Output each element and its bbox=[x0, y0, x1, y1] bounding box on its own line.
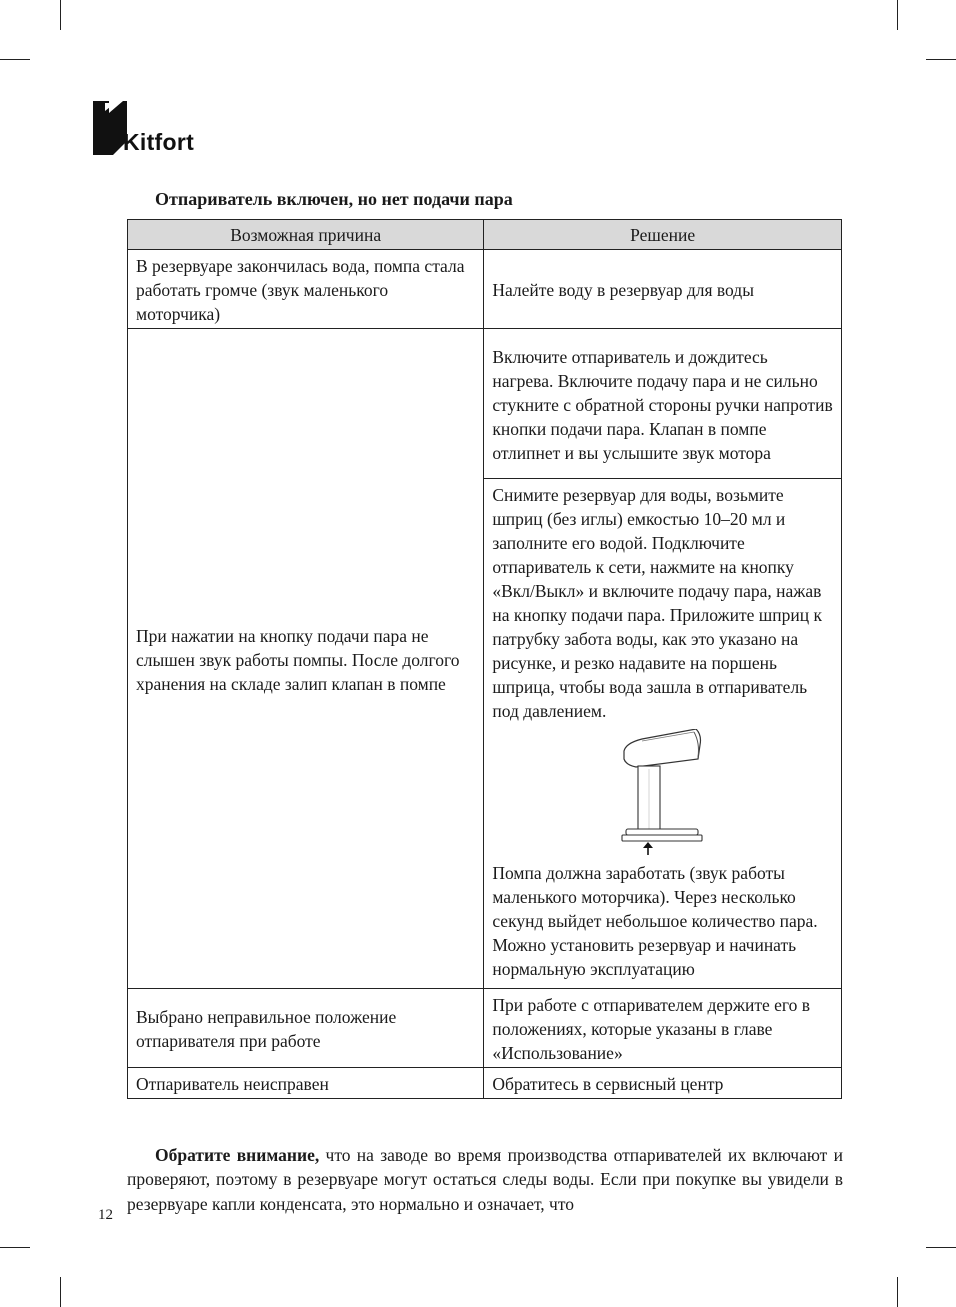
solution-text: Снимите резервуар для воды, возьмите шприц (без иглы) емкостью 10–20 мл и заполните его водой. Подключите отпариватель к сети, нажмите на кнопку «Вкл/Выкл» и включите подачу пара, нажав на кнопку подачи пара. Приложите шприц к патрубку забота воды, как это указано на рисунке, и резко надавите на поршень шприца, чтобы вода зашла в отпариватель под давлением. bbox=[492, 485, 822, 721]
crop-mark bbox=[926, 1247, 956, 1248]
note-lead: Обратите внимание, bbox=[155, 1144, 320, 1165]
note-text: что на заводе во время производства отпаривателей их включают и проверяют, поэтому в резервуаре могут остаться следы воды. Если при покупке вы увидели в резервуаре капли конденсата, это нормально и означает, что bbox=[127, 1144, 843, 1214]
table-row bbox=[128, 1068, 842, 1099]
table-row bbox=[128, 989, 842, 1068]
kitfort-logo-icon bbox=[93, 101, 127, 155]
solution-cell: При работе с отпаривателем держите его в положениях, которые указаны в главе «Использование» bbox=[484, 989, 842, 1068]
crop-mark bbox=[60, 0, 61, 30]
syringe-pump-illustration bbox=[614, 729, 714, 855]
troubleshooting-table bbox=[127, 219, 842, 1099]
section-title: Отпариватель включен, но нет подачи пара bbox=[155, 189, 513, 209]
table-row bbox=[128, 250, 842, 329]
header-cause: Возможная причина bbox=[128, 220, 484, 250]
crop-mark bbox=[897, 1277, 898, 1307]
header-solution: Решение bbox=[484, 220, 842, 250]
crop-mark bbox=[0, 59, 30, 60]
crop-mark bbox=[60, 1277, 61, 1307]
cause-cell: При нажатии на кнопку подачи пара не слышен звук работы помпы. После долгого хранения на складе залип клапан в помпе bbox=[128, 329, 484, 989]
note-paragraph bbox=[127, 1143, 843, 1217]
cause-cell: В резервуаре закончилась вода, помпа стала работать громче (звук маленького моторчика) bbox=[128, 250, 484, 329]
crop-mark bbox=[0, 1247, 30, 1248]
solution-text: Помпа должна заработать (звук работы маленького моторчика). Через несколько секунд выйдет небольшое количество пара. Можно установить резервуар и начинать нормальную эксплуатацию bbox=[492, 863, 818, 979]
brand-name: Kitfort bbox=[123, 129, 195, 155]
solution-cell bbox=[484, 479, 842, 989]
solution-cell: Обратитесь в сервисный центр bbox=[484, 1068, 842, 1099]
crop-mark bbox=[926, 59, 956, 60]
solution-cell: Включите отпариватель и дождитесь нагрева. Включите подачу пара и не сильно стукните с обратной стороны ручки напротив кнопки подачи пара. Клапан в помпе отлипнет и вы услышите звук мотора bbox=[484, 329, 842, 479]
table-row bbox=[128, 329, 842, 479]
cause-cell: Отпариватель неисправен bbox=[128, 1068, 484, 1099]
table-header-row bbox=[128, 220, 842, 250]
solution-cell: Налейте воду в резервуар для воды bbox=[484, 250, 842, 329]
cause-cell: Выбрано неправильное положение отпаривателя при работе bbox=[128, 989, 484, 1068]
page-number: 12 bbox=[98, 1207, 113, 1223]
crop-mark bbox=[897, 0, 898, 30]
